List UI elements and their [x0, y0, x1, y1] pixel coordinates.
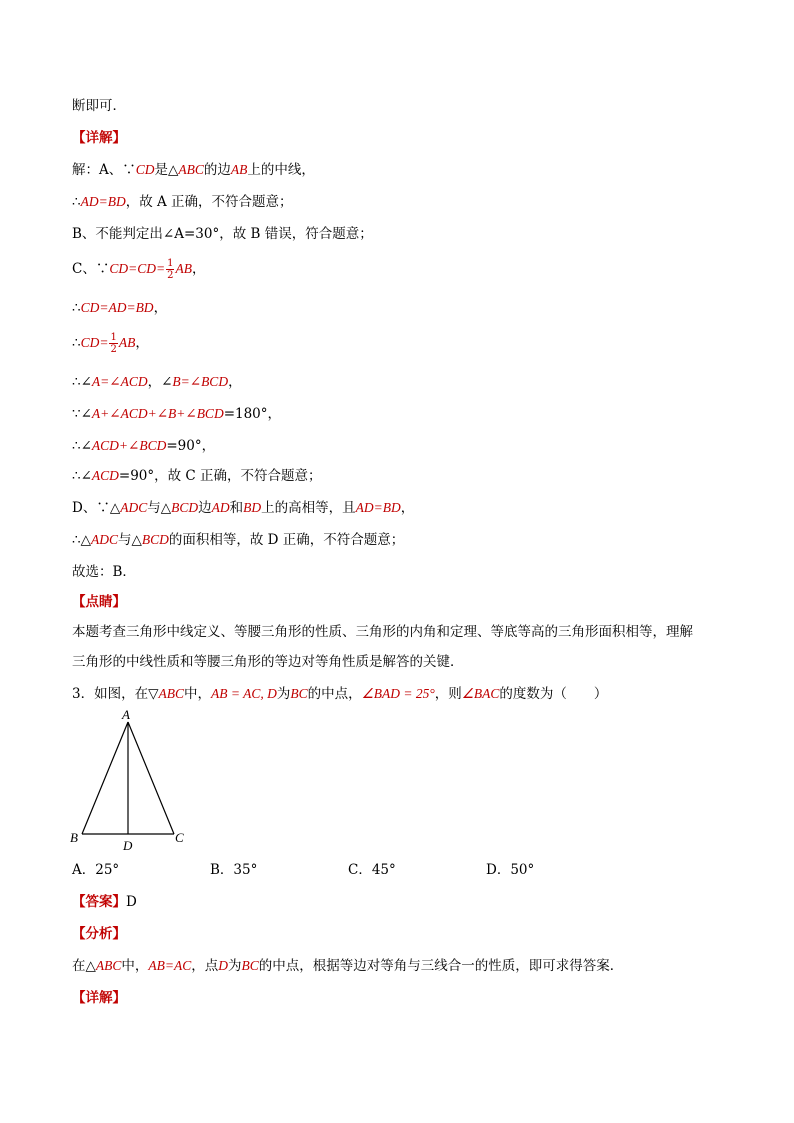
answer-line: 【答案】D	[72, 894, 137, 910]
text-line: ∴AD=BD，故 A 正确，不符合题意；	[72, 194, 293, 210]
detail-heading: 【详解】	[72, 990, 126, 1006]
question-stem: 3．如图，在▽ABC中，AB = AC, D为BC的中点，∠BAD = 25°，则∠BAC的度数为（ ）	[72, 686, 608, 702]
segment-ab	[82, 722, 128, 834]
text-line: 三角形的中线性质和等腰三角形的等边对等角性质是解答的关键．	[72, 654, 464, 670]
detail-heading: 【详解】	[72, 130, 126, 146]
text-line: ∴∠ACD+∠BCD=90°，	[72, 438, 216, 454]
label-b: B	[70, 830, 78, 845]
fraction-half: $\frac{1}{2}$	[110, 332, 117, 355]
triangle-figure	[70, 705, 200, 855]
text-line: ∴△ADC与△BCD的面积相等，故 D 正确，不符合题意；	[72, 532, 405, 548]
segment-ac	[128, 722, 174, 834]
option-b: B．35°	[210, 862, 258, 878]
option-d: D．50°	[486, 862, 535, 878]
analysis-heading: 【分析】	[72, 926, 126, 942]
option-c: C．45°	[348, 862, 396, 878]
review-heading: 【点睛】	[72, 594, 126, 610]
text-line: D、∵△ADC与△BCD边AD和BD上的高相等，且AD=BD，	[72, 500, 415, 516]
text-line: ∴∠ACD=90°，故 C 正确，不符合题意；	[72, 468, 322, 484]
text-line: ∴∠A=∠ACD，∠B=∠BCD，	[72, 374, 242, 390]
analysis-text: 在△ABC中，AB=AC，点D为BC的中点，根据等边对等角与三线合一的性质，即可求得答案．	[72, 958, 624, 974]
text-line: 解：A、∵CD是△ABC的边AB上的中线，	[72, 162, 315, 178]
label-d: D	[123, 838, 133, 853]
text-line: ∴CD=AD=BD，	[72, 300, 168, 316]
label-c: C	[175, 830, 184, 845]
option-a: A．25°	[72, 862, 120, 878]
text-line: 断即可．	[72, 98, 126, 114]
text-line: ∴CD= $\frac{1}{2}$ AB，	[72, 332, 149, 355]
text-line: C、∵CD=CD= $\frac{1}{2}$ AB，	[72, 258, 206, 281]
fraction-half: $\frac{1}{2}$	[167, 258, 174, 281]
text-line: ∵∠A+∠ACD+∠B+∠BCD=180°，	[72, 406, 282, 422]
label-a: A	[122, 707, 130, 722]
text-line: 故选：B．	[72, 564, 136, 580]
text-line: 本题考查三角形中线定义、等腰三角形的性质、三角形的内角和定理、等底等高的三角形面积相等，理解	[72, 624, 693, 640]
text-line: B、不能判定出∠A=30°，故 B 错误，符合题意；	[72, 226, 373, 242]
